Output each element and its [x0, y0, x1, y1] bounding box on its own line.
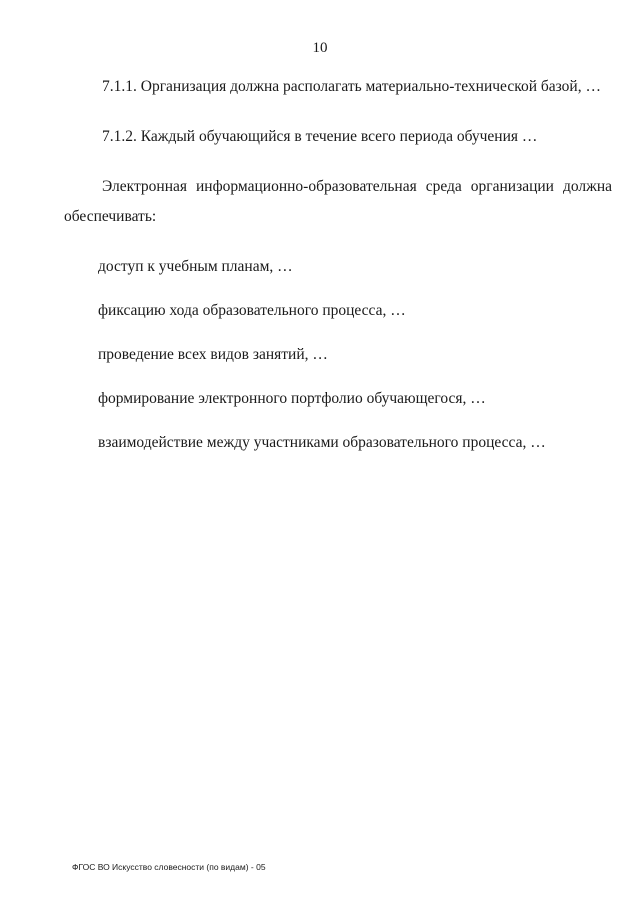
list-item-classes: проведение всех видов занятий, … [98, 346, 328, 363]
list-item-recording: фиксацию хода образовательного процесса, … [98, 302, 406, 319]
page-number: 10 [312, 40, 328, 56]
list-item-interaction: взаимодействие между участниками образовательного процесса, … [98, 434, 546, 451]
list-item-access: доступ к учебным планам, … [98, 258, 293, 275]
paragraph-7-1-1: 7.1.1. Организация должна располагать материально-технической базой, … [102, 78, 601, 95]
paragraph-environment-intro: Электронная информационно-образовательная среда организации должна обеспечивать: [64, 178, 612, 225]
paragraph-7-1-2: 7.1.2. Каждый обучающийся в течение всего периода обучения … [102, 128, 538, 145]
list-item-portfolio: формирование электронного портфолио обучающегося, … [98, 390, 486, 407]
footer-note: ФГОС ВО Искусство словесности (по видам) - 05 [72, 862, 266, 872]
document-body [64, 72, 612, 472]
